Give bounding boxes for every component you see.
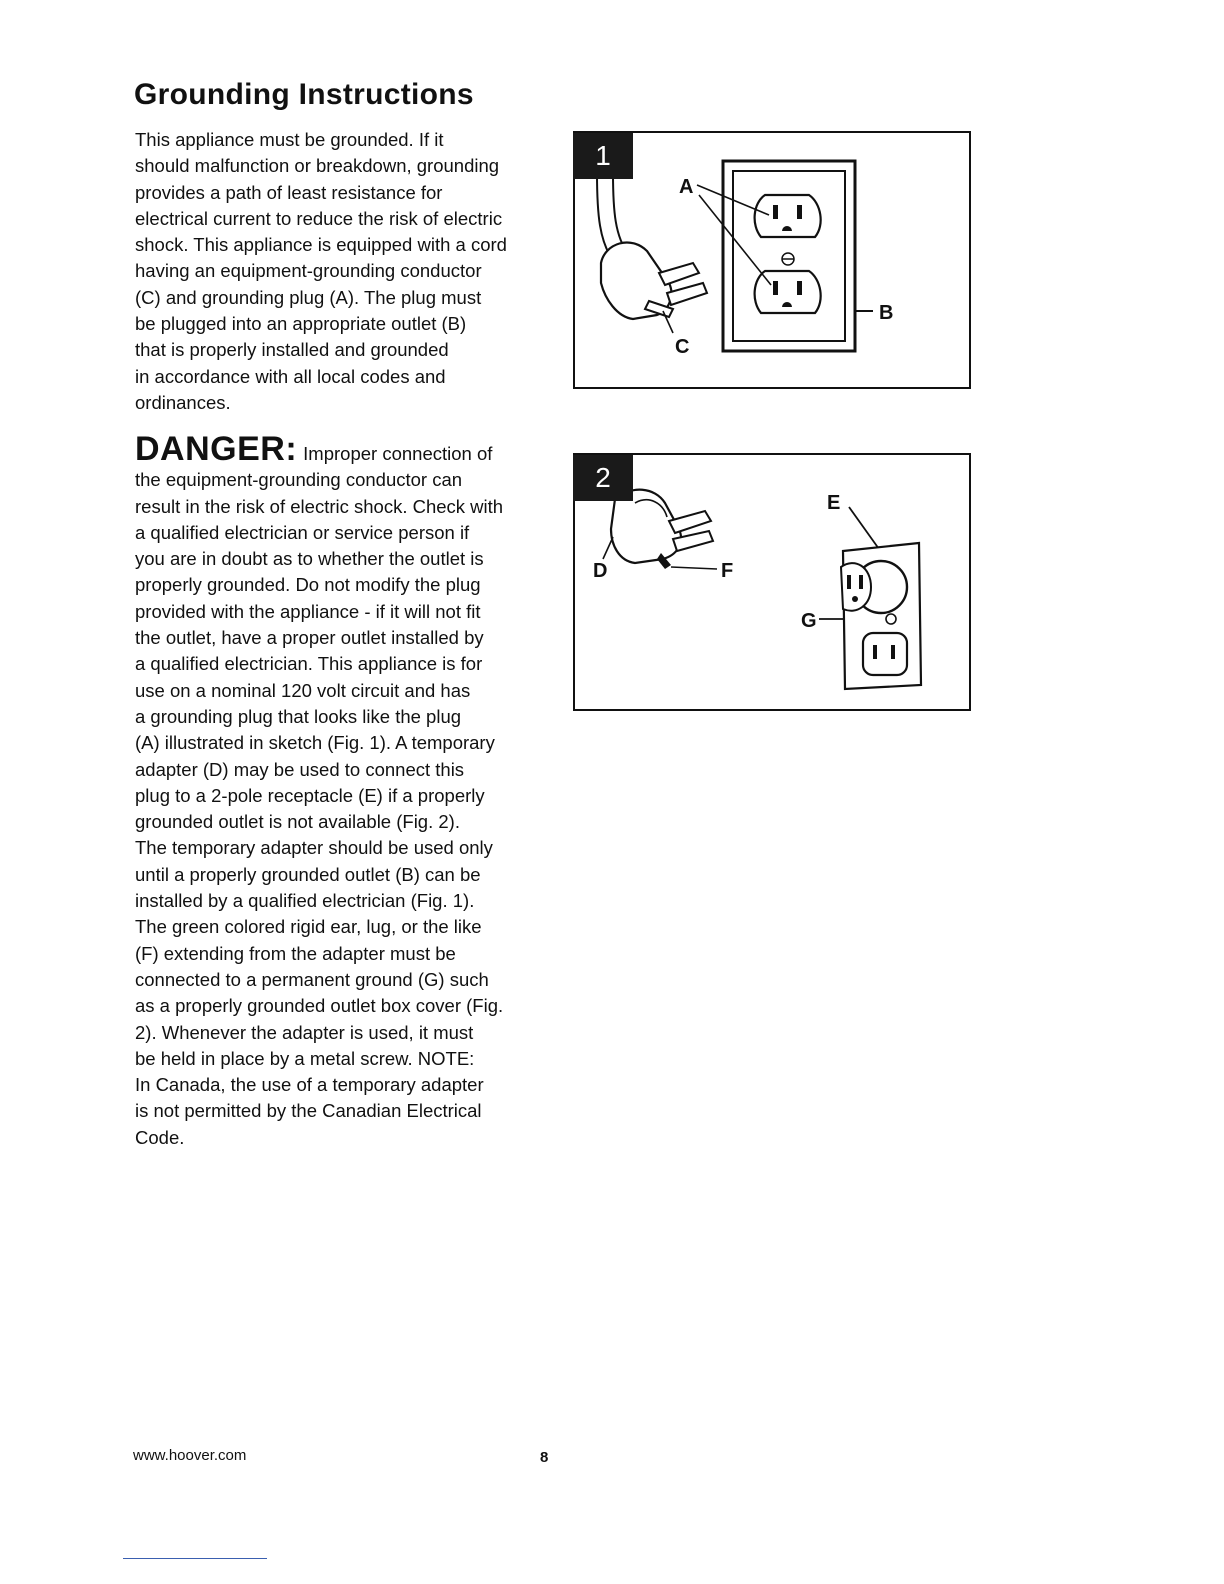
intro-line: shock. This appliance is equipped with a cord xyxy=(135,234,507,256)
slot-icon xyxy=(859,575,863,589)
figure-2-illustration xyxy=(575,455,969,709)
danger-paragraph xyxy=(135,430,535,1151)
danger-line: until a properly grounded outlet (B) can be xyxy=(135,863,481,885)
slot-icon xyxy=(797,281,802,295)
figure-1-illustration xyxy=(575,133,969,387)
danger-line: installed by a qualified electrician (Fig. 1). xyxy=(135,890,475,912)
danger-line: properly grounded. Do not modify the plug xyxy=(135,574,481,596)
intro-line: that is properly installed and grounded xyxy=(135,339,449,361)
figure-2 xyxy=(573,453,971,711)
danger-line: In Canada, the use of a temporary adapter xyxy=(135,1074,484,1096)
label-e: E xyxy=(827,492,841,514)
intro-line: in accordance with all local codes and xyxy=(135,365,446,387)
intro-paragraph xyxy=(135,127,535,416)
danger-line: (F) extending from the adapter must be xyxy=(135,942,456,964)
danger-line: the equipment-grounding conductor can xyxy=(135,469,463,491)
danger-line: The temporary adapter should be used only xyxy=(135,837,493,859)
danger-line: result in the risk of electric shock. Check with xyxy=(135,495,504,517)
plug-prong-icon xyxy=(667,283,707,305)
ground-hole-icon xyxy=(852,596,858,602)
danger-line: the outlet, have a proper outlet installed by xyxy=(135,627,484,649)
slot-icon xyxy=(773,205,778,219)
slot-icon xyxy=(847,575,851,589)
danger-line: a qualified electrician or service person if xyxy=(135,521,470,543)
intro-line: This appliance must be grounded. If it xyxy=(135,129,444,150)
intro-line: having an equipment-grounding conductor xyxy=(135,260,482,282)
danger-line: a qualified electrician. This appliance is for xyxy=(135,653,483,675)
label-b: B xyxy=(879,302,894,324)
danger-line: (A) illustrated in sketch (Fig. 1). A temporary xyxy=(135,732,495,754)
danger-intro-text: Improper connection of xyxy=(303,443,493,464)
figure-1 xyxy=(573,131,971,389)
intro-line: provides a path of least resistance for xyxy=(135,181,443,203)
adapter-prong-icon xyxy=(669,511,711,533)
divider xyxy=(123,1558,267,1559)
leader-line-e xyxy=(849,507,879,549)
intro-line: electrical current to reduce the risk of electric xyxy=(135,207,503,229)
danger-line: connected to a permanent ground (G) such xyxy=(135,968,489,990)
danger-line: use on a nominal 120 volt circuit and has xyxy=(135,679,471,701)
danger-label: DANGER: xyxy=(135,430,298,468)
slot-icon xyxy=(797,205,802,219)
receptacle-upper-icon xyxy=(841,563,871,611)
label-f: F xyxy=(721,560,734,582)
label-a: A xyxy=(679,176,694,198)
receptacle-lower-icon xyxy=(863,633,907,675)
page-number: 8 xyxy=(540,1449,549,1466)
slot-icon xyxy=(873,645,877,659)
figure-number: 2 xyxy=(573,455,633,501)
screw-icon xyxy=(886,614,896,624)
danger-first-line xyxy=(135,430,535,468)
danger-line: Code. xyxy=(135,1126,185,1148)
danger-line: adapter (D) may be used to connect this xyxy=(135,758,465,780)
intro-line: should malfunction or breakdown, grounding xyxy=(135,155,500,177)
footer-url: www.hoover.com xyxy=(133,1447,247,1464)
intro-line: be plugged into an appropriate outlet (B) xyxy=(135,313,467,335)
figure-number: 1 xyxy=(573,133,633,179)
danger-line: The green colored rigid ear, lug, or the like xyxy=(135,916,482,938)
danger-line: a grounding plug that looks like the plug xyxy=(135,705,462,727)
leader-line-f xyxy=(671,567,717,569)
slot-icon xyxy=(773,281,778,295)
danger-line: grounded outlet is not available (Fig. 2). xyxy=(135,811,460,833)
danger-line: be held in place by a metal screw. NOTE: xyxy=(135,1047,475,1069)
leader-line-d xyxy=(603,537,613,559)
danger-line: provided with the appliance - if it will not fit xyxy=(135,600,481,622)
label-c: C xyxy=(675,336,690,358)
danger-line: you are in doubt as to whether the outlet is xyxy=(135,548,484,570)
plug-prong-icon xyxy=(659,263,699,285)
danger-line: 2). Whenever the adapter is used, it must xyxy=(135,1021,474,1043)
danger-line: plug to a 2-pole receptacle (E) if a properly xyxy=(135,784,485,806)
danger-line: is not permitted by the Canadian Electrical xyxy=(135,1100,482,1122)
page-title: Grounding Instructions xyxy=(134,78,474,111)
danger-line: as a properly grounded outlet box cover (Fig. xyxy=(135,995,504,1017)
intro-line: (C) and grounding plug (A). The plug must xyxy=(135,286,482,308)
slot-icon xyxy=(891,645,895,659)
label-d: D xyxy=(593,560,608,582)
label-g: G xyxy=(801,610,817,632)
intro-line: ordinances. xyxy=(135,391,231,413)
